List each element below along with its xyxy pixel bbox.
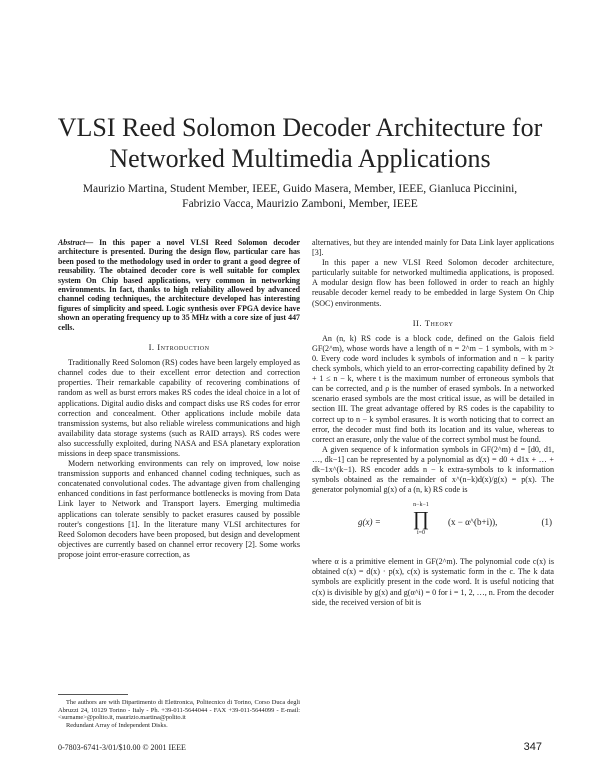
abstract-text: — In this paper a novel VLSI Reed Solomon decoder architecture is presented. During the design flow, particular care has been posed to the methodology used in order to grant a good degree of reusability. The obtained decoder core is well suitable for complex system On Chip based applications, very common in networking environments. In fact, thanks to high reliability allowed by advanced channel coding techniques, the architecture developed has interesting figures of simplicity and speed. Logic synthesis over FPGA device have shown an operating frequency up to 35 MHz with a core size of just 447 cells. [58, 238, 300, 332]
intro-paragraph-1: Traditionally Reed Solomon (RS) codes have been largely employed as channel codes due to their excellent error detection and correction properties. Their remarkable capability of recovering combinations of random as well as burst errors makes RS codes the ideal choice in a lot of applications. Digital audio disks and compact disks use RS codes for error correction and concealment. Other applications include mobile data transmission systems, but also reliable wireless communications and high availability data storage systems (such as RAID arrays). RS codes were also successfully exploited, during NASA and ESA planetary exploration missions in deep space transmissions. [58, 358, 300, 458]
right-column [312, 238, 554, 608]
author-line-2: Fabrizio Vacca, Maurizio Zamboni, Member, IEEE [182, 198, 418, 210]
page-number: 347 [523, 741, 542, 753]
right-paragraph-1: alternatives, but they are intended mainly for Data Link layer applications [3]. [312, 238, 554, 258]
product-upper-limit: n−k−1 [413, 502, 429, 509]
section-number: I. [148, 342, 155, 353]
section-heading-introduction [58, 342, 300, 352]
abstract [58, 238, 300, 332]
theory-paragraph-3: where α is a primitive element in GF(2^m). The polynomial code c(x) is obtained c(x) = d(x) · p(x), c(x) is systematic form in the c. The k data symbols are explicitly present in the code word. It is useful noticing that c(x) is divisible by g(x) and g(α^i) = 0 for i = 1, 2, …, n. From the decoder side, the received version of bit is [312, 557, 554, 607]
section-number: II. [412, 317, 423, 328]
abstract-label: Abstract [58, 238, 86, 247]
left-column [58, 238, 300, 560]
right-paragraph-2: In this paper a new VLSI Reed Solomon decoder architecture, particularly suitable for networked multimedia applications, is proposed. A modular design flow has been followed in order to reach an highly reusable decoder kernel ready to be embedded in large System On Chip (SOC) environments. [312, 258, 554, 308]
footnote-rule [58, 694, 128, 695]
author-line-1: Maurizio Martina, Student Member, IEEE, Guido Masera, Member, IEEE, Gianluca Piccinini, [82, 183, 518, 195]
equation-rhs: (x − α^(b+i)), [448, 517, 498, 528]
page-footer [58, 743, 542, 757]
equation-number: (1) [541, 517, 552, 528]
section-title: Introduction [157, 342, 210, 353]
footnotes [58, 694, 300, 729]
section-title: Theory [424, 317, 454, 328]
theory-paragraph-2: A given sequence of k information symbols in GF(2^m) d = [d0, d1, …, dk−1] can be represented by a polynomial as d(x) = d0 + d1x + … + dk−1x^(k−1). RS encoder adds n − k extra-symbols to k information symbols obtained as the remainder of x^(n−k)d(x)/g(x) = p(x). The generator polynomial g(x) of a (n, k) RS code is [312, 444, 554, 495]
product-lower-limit: i=0 [416, 530, 426, 537]
equation-lhs: g(x) = [358, 517, 381, 528]
product-operator [398, 501, 444, 537]
theory-paragraph-1: An (n, k) RS code is a block code, defined on the Galois field GF(2^m), whose words have a length of n = 2^m − 1 symbols, with m > 0. Every code word includes k symbols of information and n − k parity check symbols, which yield to an error-correcting capability defined by 2t + 1 ≤ n − k, where t is the maximum number of erroneous symbols that can be corrected, and ρ is the number of erased symbols. In a networked scenario erased symbols are the most critical issue, as will be detailed in section III. The great advantage offered by RS codes is the capability to correct up to n − k symbol erasures. It is worth noticing that to correct an error, the decoder must find both its location and its value, whereas to correct an erasure, only the value of the correct symbol must be found. [312, 333, 554, 444]
footnote-affiliation: The authors are with Dipartimento di Elettronica, Politecnico di Torino, Corso Duca degli Abruzzi 24, 10129 Torino - Italy - Ph. +39-011-5644044 - FAX +39-011-5644099 - E-mail: <surname>@polito.it, maurizio.martina@polito.it [58, 699, 300, 722]
product-symbol: ∏ [412, 508, 430, 531]
paper-title: VLSI Reed Solomon Decoder Architecture for Networked Multimedia Applications [57, 113, 543, 173]
footnote-raid: Redundant Array of Independent Disks. [66, 721, 168, 729]
intro-paragraph-2: Modern networking environments can rely on improved, low noise transmission supports and enhanced channel coding techniques, such as concatenated convolutional codes. The advantage given from challenging enhanced conditions in fast performance bottlenecks is moving from Data Link layer to Network and Transport layers. Emerging multimedia applications can tolerate sensibly to packet erasures caused by possible router's congestions [1]. In the literature many VLSI architectures for Reed Solomon decoders have been proposed, but design and development objectives are currently based on channel error recovery [2]. Some works propose joint error-erasure correction, as [58, 459, 300, 559]
equation-1 [312, 501, 554, 549]
copyright-notice: 0-7803-6741-3/01/$10.00 © 2001 IEEE [58, 743, 186, 752]
author-list [40, 182, 560, 212]
section-heading-theory [312, 318, 554, 328]
